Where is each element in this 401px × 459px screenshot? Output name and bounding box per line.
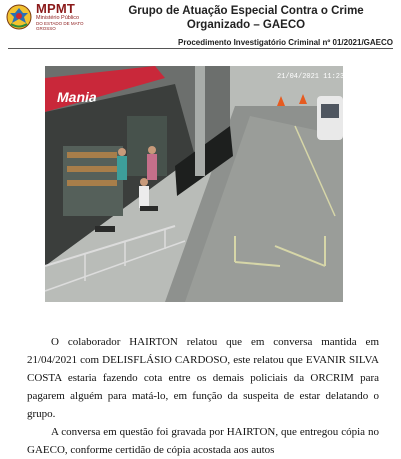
- paragraph-2: A conversa em questão foi gravada por HAIRTON, que entregou cópia no GAECO, conforme certidão de cópia acostada aos autos: [27, 426, 379, 456]
- document-header: [0, 0, 401, 38]
- header-divider: [8, 48, 393, 49]
- procedure-number: Procedimento Investigatório Criminal nº 01/2021/GAECO: [178, 38, 393, 47]
- logo-subtitle-2: DO ESTADO DE MATO GROSSO: [36, 21, 84, 31]
- storefront-sign: Mania: [57, 89, 97, 105]
- surveillance-photo: [45, 66, 357, 302]
- coat-of-arms-icon: [6, 4, 32, 30]
- logo-text: MPMT: [36, 1, 76, 16]
- logo-subtitle: Ministério Público: [36, 15, 80, 21]
- group-title: Grupo de Atuação Especial Contra o Crime Organizado – GAECO: [128, 5, 364, 31]
- document-body: [27, 333, 379, 459]
- camera-timestamp: 21/04/2021 11:23:22: [277, 73, 357, 81]
- mpmt-logo: [36, 2, 92, 31]
- paragraph-1: O colaborador HAIRTON relatou que em conversa mantida em 21/04/2021 com DELISFLÁSIO CARDOSO, este relatou que EVANIR SILVA COSTA estaria fazendo cota entre os demais policiais da ORCRIM para pagarem alguém para matá-lo, em função da suspeita de estar delatando o grupo.: [27, 336, 379, 420]
